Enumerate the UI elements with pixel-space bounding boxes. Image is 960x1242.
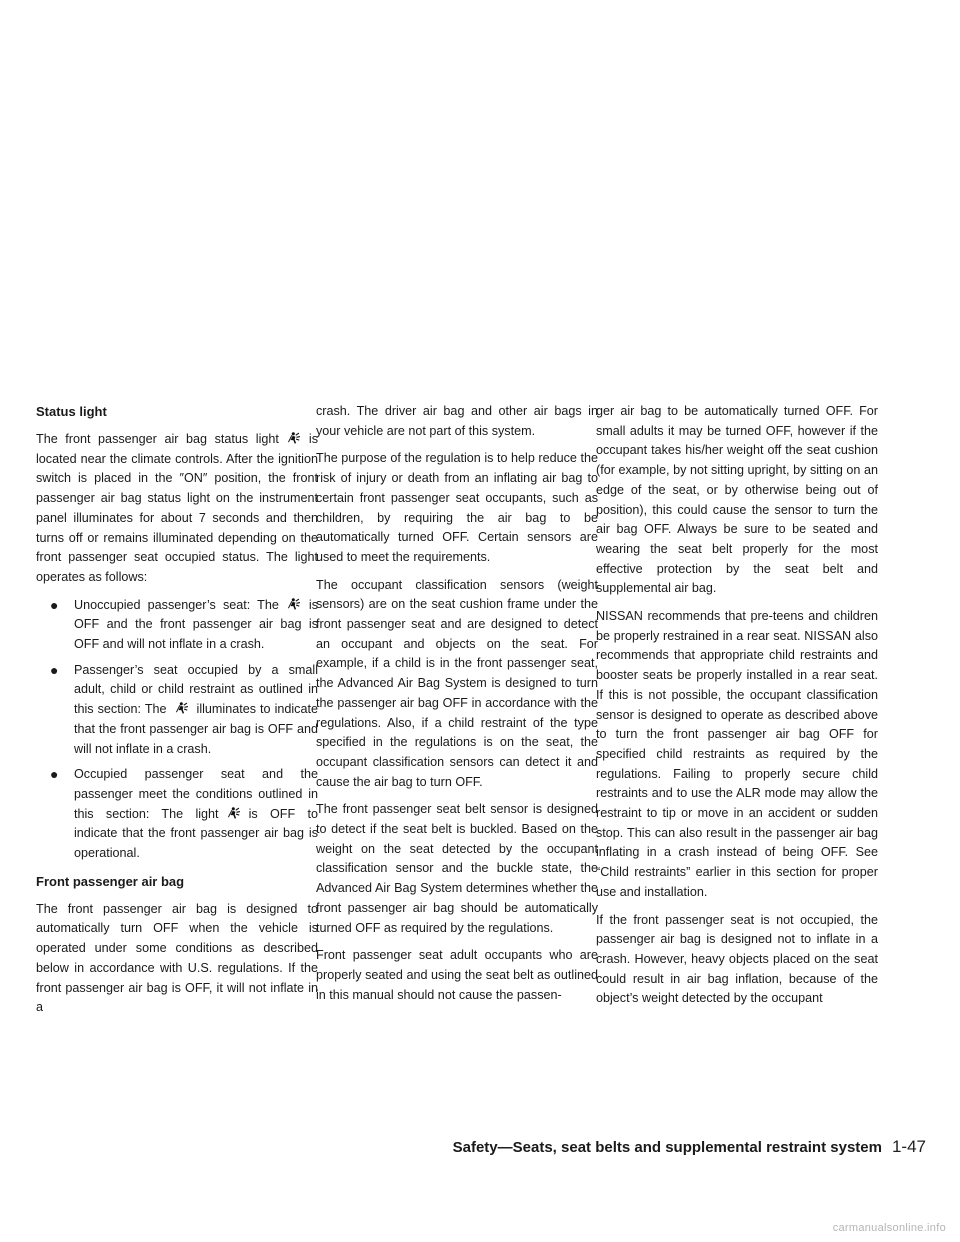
passenger-airbag-off-icon xyxy=(221,806,247,820)
page-number: 1-47 xyxy=(891,1137,926,1156)
page-footer xyxy=(396,1137,926,1157)
footer-section-title: Safety—Seats, seat belts and supplemental restraint system xyxy=(452,1139,882,1156)
paragraph-status-intro: The front passenger air bag status light is located near the climate controls. After the ignition switch is placed in the ″ON″ position, the front passenger air bag status light on the instrument panel illuminates for about 7 seconds and then turns off or remains illuminated depending on the front passenger seat occupied status. The light operates as follows: xyxy=(36,432,318,584)
heading-status-light: Status light xyxy=(36,404,107,419)
paragraph: NISSAN recommends that pre-teens and children be properly restrained in a rear seat. NISSAN also recommends that appropriate child restraints and booster seats be properly installed in a rear seat. If this is not possible, the occupant classification sensor is designed to operate as described above to turn the front passenger air bag OFF for specified child restraints as required by the regulations. Failing to properly secure child restraints and to use the ALR mode may allow the restraint to tip or move in an accident or sudden stop. This can also result in the passenger air bag inflating in a crash instead of being OFF. See “Child restraints” earlier in this section for proper use and installation. xyxy=(596,609,878,899)
paragraph: Front passenger seat adult occupants who are properly seated and using the seat belt as outlined in this manual should not cause the passen- xyxy=(316,948,598,1002)
paragraph: ger air bag to be automatically turned OFF. For small adults it may be turned OFF, however if the occupant takes his/her weight off the seat cushion (for example, by not sitting upright, by sitting on an edge of the seat, or by otherwise being out of position), this could cause the sensor to turn the air bag OFF. Always be sure to be seated and wearing the seat belt properly for the most effective protection by the seat belt and supplemental air bag. xyxy=(596,404,878,596)
paragraph: The front passenger seat belt sensor is designed to detect if the seat belt is buckled. Based on the weight on the seat detected by the occupant classification sensor and the buckle state, the Advanced Air Bag System determines whether the front passenger air bag should be automatically turned OFF as required by the regulations. xyxy=(316,802,598,935)
bullet-icon: ● xyxy=(50,766,59,783)
passenger-airbag-off-icon xyxy=(281,431,307,445)
passenger-airbag-off-icon xyxy=(169,701,195,715)
passenger-airbag-off-icon xyxy=(281,597,307,611)
list-item: ● Occupied passenger seat and the passenger meet the conditions outlined in this section: The light is OFF to indicate that the front passenger air bag is operational. xyxy=(50,766,318,861)
paragraph: crash. The driver air bag and other air bags in your vehicle are not part of this system. xyxy=(316,404,598,438)
status-light-list xyxy=(36,596,318,864)
paragraph: The occupant classification sensors (weight sensors) are on the seat cushion frame under the front passenger seat and are designed to detect an occupant and objects on the seat. For example, if a child is in the front passenger seat, the Advanced Air Bag System is designed to turn the passenger air bag OFF in accordance with the regulations. Also, if a child restraint of the type specified in the regulations is on the seat, the occupant classification sensors can detect it and cause the air bag to turn OFF. xyxy=(316,577,598,789)
paragraph-front-passenger: The front passenger air bag is designed to automatically turn OFF when the vehicle is operated under some conditions as described below in accordance with U.S. regulations. If the front passenger air bag is OFF, it will not inflate in a xyxy=(36,901,318,1015)
column-2 xyxy=(316,402,598,1013)
paragraph: If the front passenger seat is not occupied, the passenger air bag is designed not to inflate in a crash. However, heavy objects placed on the seat could result in air bag inflation, because of the object’s weight detected by the occupant xyxy=(596,912,878,1006)
column-1 xyxy=(36,402,318,1026)
list-item: ● Passenger’s seat occupied by a small adult, child or child restraint as outlined in this section: The illuminates to indicate that the front passenger air bag is OFF and will not inflate in a crash. xyxy=(50,661,318,756)
bullet-icon: ● xyxy=(50,661,59,678)
bullet-icon: ● xyxy=(50,596,59,613)
list-item: ● Unoccupied passenger’s seat: The is OFF and the front passenger air bag is OFF and will not inflate in a crash. xyxy=(50,596,318,652)
heading-front-passenger-air-bag: Front passenger air bag xyxy=(36,873,185,889)
column-3 xyxy=(596,402,878,1017)
watermark: carmanualsonline.info xyxy=(832,1222,946,1234)
paragraph: The purpose of the regulation is to help reduce the risk of injury or death from an inflating air bag to certain front passenger seat occupants, such as children, by requiring the air bag to be automatically turned OFF. Certain sensors are used to meet the requirements. xyxy=(316,451,598,564)
